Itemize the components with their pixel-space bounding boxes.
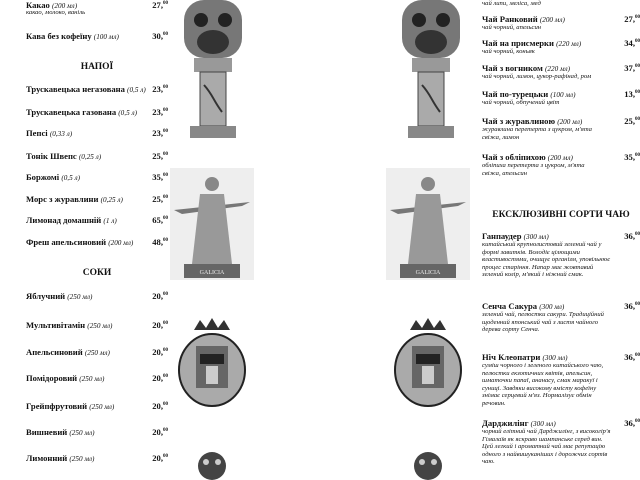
drinks-heading: НАПОЇ — [80, 62, 114, 72]
lion-statue-image — [396, 0, 466, 140]
statue-image — [386, 168, 470, 280]
lion-head-image — [408, 448, 448, 480]
juices-heading: СОКИ — [82, 268, 112, 278]
svg-text:GALICIA: GALICIA — [415, 270, 441, 276]
coat-of-arms-image — [176, 318, 248, 408]
lion-statue-image — [178, 0, 248, 140]
exclusive-tea-heading: ЕКСКЛЮЗИВНІ СОРТИ ЧАЮ — [492, 210, 630, 220]
coat-of-arms-image — [392, 318, 464, 408]
lion-head-image — [192, 448, 232, 480]
statue-image — [170, 168, 254, 280]
svg-text:GALICIA: GALICIA — [199, 270, 225, 276]
